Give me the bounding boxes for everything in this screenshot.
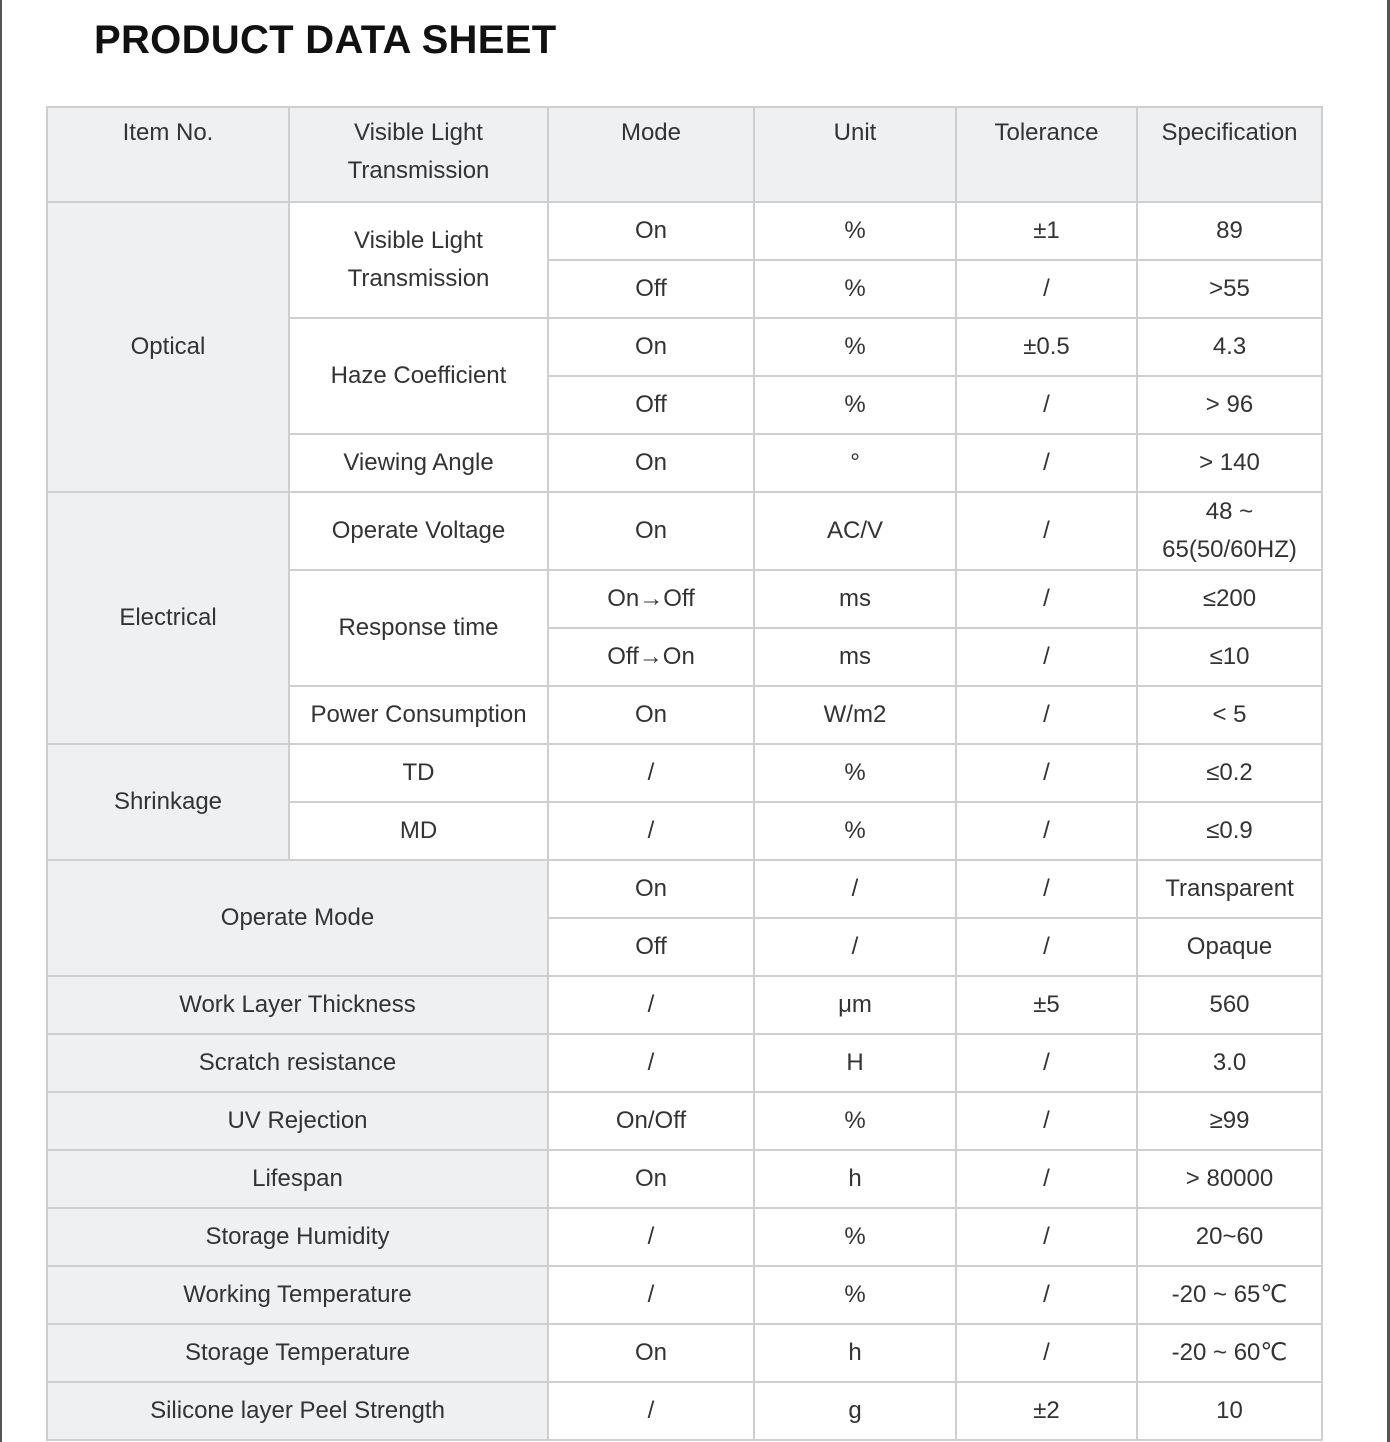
unit-cell: ms	[754, 628, 956, 686]
header-cell: Mode	[548, 107, 754, 202]
mode-cell: On	[548, 686, 754, 744]
spec-cell: 20~60	[1137, 1208, 1322, 1266]
header-cell: Unit	[754, 107, 956, 202]
unit-cell: g	[754, 1382, 956, 1440]
tolerance-cell: /	[956, 802, 1137, 860]
table-row	[47, 1382, 1322, 1440]
tolerance-cell: /	[956, 260, 1137, 318]
table-row	[47, 744, 1322, 802]
tolerance-cell: ±2	[956, 1382, 1137, 1440]
spec-cell: 48 ~ 65(50/60HZ)	[1137, 492, 1322, 570]
mode-cell: Off→On	[548, 628, 754, 686]
tolerance-cell: /	[956, 1092, 1137, 1150]
item-cell: Silicone layer Peel Strength	[47, 1382, 548, 1440]
item-cell: Operate Voltage	[289, 492, 548, 570]
spec-cell: ≤0.9	[1137, 802, 1322, 860]
mode-cell: On	[548, 202, 754, 260]
unit-cell: AC/V	[754, 492, 956, 570]
mode-cell: Off	[548, 260, 754, 318]
table-row	[47, 976, 1322, 1034]
mode-cell: /	[548, 976, 754, 1034]
unit-cell: h	[754, 1324, 956, 1382]
tolerance-cell: /	[956, 744, 1137, 802]
table-row	[47, 1266, 1322, 1324]
tolerance-cell: /	[956, 492, 1137, 570]
mode-cell: On	[548, 1150, 754, 1208]
mode-cell: On	[548, 492, 754, 570]
mode-cell: Off	[548, 376, 754, 434]
unit-cell: /	[754, 860, 956, 918]
spec-cell: 4.3	[1137, 318, 1322, 376]
unit-cell: ms	[754, 570, 956, 628]
spec-cell: ≥99	[1137, 1092, 1322, 1150]
spec-cell: >55	[1137, 260, 1322, 318]
spec-cell: 3.0	[1137, 1034, 1322, 1092]
tolerance-cell: /	[956, 1034, 1137, 1092]
item-cell: Storage Humidity	[47, 1208, 548, 1266]
spec-cell: > 96	[1137, 376, 1322, 434]
unit-cell: %	[754, 318, 956, 376]
data-sheet-table	[46, 106, 1323, 1441]
item-cell: Storage Temperature	[47, 1324, 548, 1382]
table-row	[47, 860, 1322, 918]
item-cell: Work Layer Thickness	[47, 976, 548, 1034]
mode-cell: /	[548, 1382, 754, 1440]
spec-cell: 560	[1137, 976, 1322, 1034]
mode-cell: /	[548, 744, 754, 802]
mode-cell: On→Off	[548, 570, 754, 628]
table-row	[47, 1208, 1322, 1266]
unit-cell: W/m2	[754, 686, 956, 744]
group-label-electrical: Electrical	[47, 492, 289, 744]
tolerance-cell: ±1	[956, 202, 1137, 260]
table-row	[47, 1150, 1322, 1208]
tolerance-cell: /	[956, 570, 1137, 628]
item-cell: Haze Coefficient	[289, 318, 548, 434]
unit-cell: %	[754, 260, 956, 318]
spec-cell: < 5	[1137, 686, 1322, 744]
group-label-operate-mode: Operate Mode	[47, 860, 548, 976]
unit-cell: H	[754, 1034, 956, 1092]
item-cell: Response time	[289, 570, 548, 686]
tolerance-cell: /	[956, 918, 1137, 976]
spec-cell: ≤200	[1137, 570, 1322, 628]
header-cell: Tolerance	[956, 107, 1137, 202]
table-row	[47, 492, 1322, 570]
tolerance-cell: ±5	[956, 976, 1137, 1034]
mode-cell: On	[548, 1324, 754, 1382]
tolerance-cell: /	[956, 628, 1137, 686]
spec-cell: ≤10	[1137, 628, 1322, 686]
unit-cell: %	[754, 202, 956, 260]
tolerance-cell: /	[956, 860, 1137, 918]
table-row	[47, 202, 1322, 260]
spec-cell: 89	[1137, 202, 1322, 260]
tolerance-cell: /	[956, 376, 1137, 434]
item-cell: UV Rejection	[47, 1092, 548, 1150]
header-row	[47, 107, 1322, 202]
header-cell: Visible Light Transmission	[289, 107, 548, 202]
item-cell: Visible Light Transmission	[289, 202, 548, 318]
spec-cell: > 140	[1137, 434, 1322, 492]
page-border-left	[0, 0, 2, 1442]
spec-cell: ≤0.2	[1137, 744, 1322, 802]
tolerance-cell: /	[956, 1150, 1137, 1208]
item-cell: Viewing Angle	[289, 434, 548, 492]
item-cell: MD	[289, 802, 548, 860]
spec-cell: > 80000	[1137, 1150, 1322, 1208]
unit-cell: %	[754, 1266, 956, 1324]
unit-cell: %	[754, 1092, 956, 1150]
tolerance-cell: ±0.5	[956, 318, 1137, 376]
mode-cell: /	[548, 1208, 754, 1266]
item-cell: Power Consumption	[289, 686, 548, 744]
unit-cell: %	[754, 376, 956, 434]
unit-cell: %	[754, 1208, 956, 1266]
spec-cell: Transparent	[1137, 860, 1322, 918]
page-title: PRODUCT DATA SHEET	[94, 18, 557, 62]
mode-cell: On/Off	[548, 1092, 754, 1150]
item-cell: TD	[289, 744, 548, 802]
item-cell: Working Temperature	[47, 1266, 548, 1324]
mode-cell: /	[548, 1034, 754, 1092]
unit-cell: h	[754, 1150, 956, 1208]
group-label-shrinkage: Shrinkage	[47, 744, 289, 860]
unit-cell: μm	[754, 976, 956, 1034]
mode-cell: On	[548, 318, 754, 376]
header-cell: Item No.	[47, 107, 289, 202]
item-cell: Lifespan	[47, 1150, 548, 1208]
tolerance-cell: /	[956, 686, 1137, 744]
mode-cell: /	[548, 1266, 754, 1324]
unit-cell: %	[754, 744, 956, 802]
unit-cell: /	[754, 918, 956, 976]
mode-cell: Off	[548, 918, 754, 976]
tolerance-cell: /	[956, 434, 1137, 492]
unit-cell: °	[754, 434, 956, 492]
group-label-optical: Optical	[47, 202, 289, 492]
unit-cell: %	[754, 802, 956, 860]
header-cell: Specification	[1137, 107, 1322, 202]
table-row	[47, 1034, 1322, 1092]
mode-cell: /	[548, 802, 754, 860]
tolerance-cell: /	[956, 1324, 1137, 1382]
spec-cell: 10	[1137, 1382, 1322, 1440]
mode-cell: On	[548, 434, 754, 492]
spec-cell: -20 ~ 65℃	[1137, 1266, 1322, 1324]
table-row	[47, 1092, 1322, 1150]
item-cell: Scratch resistance	[47, 1034, 548, 1092]
spec-cell: -20 ~ 60℃	[1137, 1324, 1322, 1382]
table-row	[47, 1324, 1322, 1382]
tolerance-cell: /	[956, 1266, 1137, 1324]
tolerance-cell: /	[956, 1208, 1137, 1266]
spec-cell: Opaque	[1137, 918, 1322, 976]
mode-cell: On	[548, 860, 754, 918]
